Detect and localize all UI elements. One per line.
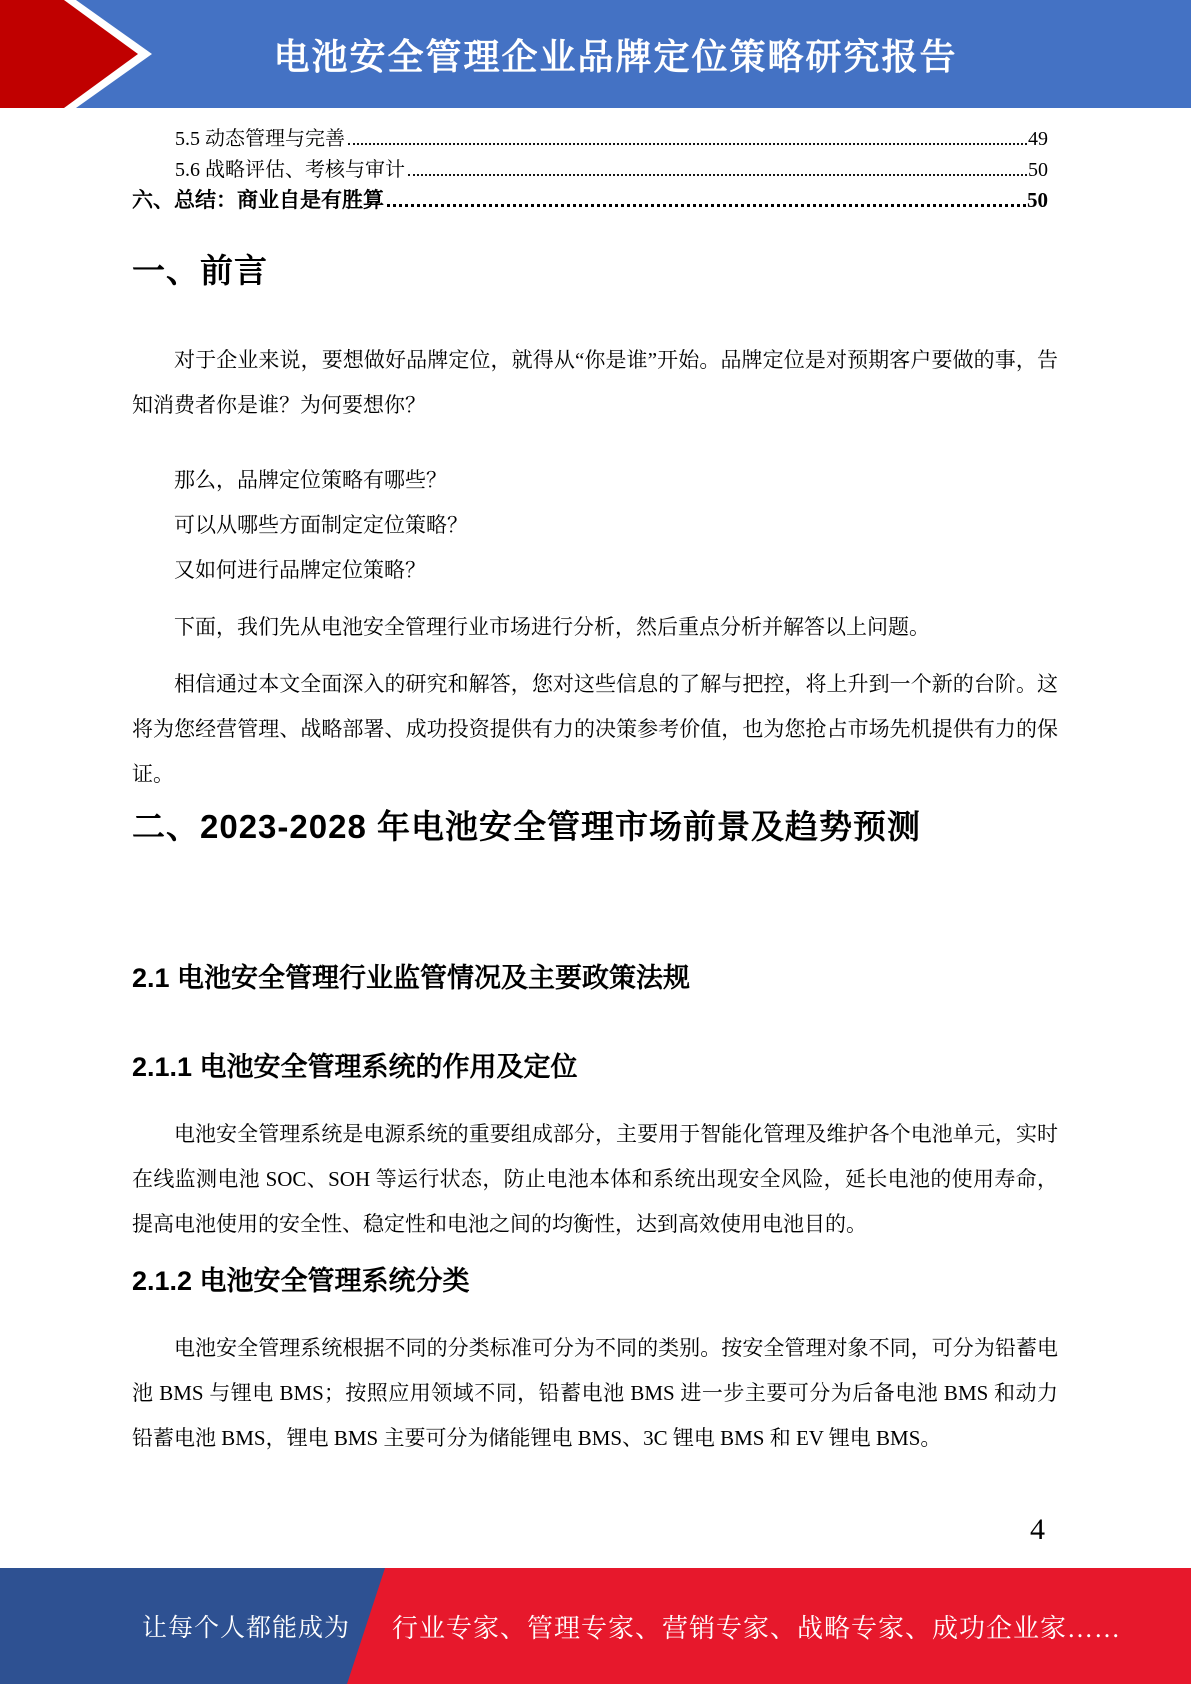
toc-entry-label: 5.5 动态管理与完善 — [175, 128, 345, 150]
toc-entry-chapter-6[interactable] — [132, 184, 1048, 215]
toc-entry-5-5[interactable] — [132, 122, 1048, 153]
toc-entry-page: 49 — [1028, 128, 1048, 150]
heading-2-1-2: 2.1.2 电池安全管理系统分类 — [132, 1266, 470, 1296]
toc-entry-page: 50 — [1028, 159, 1048, 181]
toc-entry-page: 50 — [1027, 188, 1048, 212]
heading-2-1: 2.1 电池安全管理行业监管情况及主要政策法规 — [132, 963, 691, 993]
toc-dot-leader — [348, 143, 1027, 145]
question-list — [132, 458, 1058, 593]
preface-paragraph-3: 相信通过本文全面深入的研究和解答，您对这些信息的了解与把控，将上升到一个新的台阶。这将为您经营管理、战略部署、成功投资提供有力的决策参考价值，也为您抢占市场先机提供有力的保证。 — [132, 672, 1058, 786]
report-title: 电池安全管理企业品牌定位策略研究报告 — [273, 35, 958, 77]
toc-dot-leader — [387, 204, 1026, 207]
toc-dot-leader — [408, 174, 1027, 176]
footer-slogan-left: 让每个人都能成为 — [142, 1615, 351, 1642]
toc-entry-label: 六、总结：商业自是有胜算 — [132, 188, 384, 212]
section-2-1-1-paragraph: 电池安全管理系统是电源系统的重要组成部分，主要用于智能化管理及维护各个电池单元，实时在线监测电池 SOC、SOH 等运行状态，防止电池本体和系统出现安全风险，延长电池的使用寿命，提高电池使用的安全性、稳定性和电池之间的均衡性，达到高效使用电池目的。 — [132, 1122, 1058, 1236]
toc-entry-5-6[interactable] — [132, 153, 1048, 184]
preface-paragraph-2: 下面，我们先从电池安全管理行业市场进行分析，然后重点分析并解答以上问题。 — [174, 615, 930, 639]
red-arrow-icon — [0, 0, 160, 108]
preface-paragraph-1: 对于企业来说，要想做好品牌定位，就得从“你是谁”开始。品牌定位是对预期客户要做的事，告知消费者你是谁？为何要想你？ — [132, 348, 1058, 417]
heading-chapter-2: 二、2023-2028 年电池安全管理市场前景及趋势预测 — [132, 808, 921, 845]
question-line-2: 可以从哪些方面制定定位策略？ — [174, 513, 468, 537]
toc-entry-label: 5.6 战略评估、考核与审计 — [175, 159, 405, 181]
table-of-contents — [132, 122, 1048, 215]
heading-preface: 一、前言 — [132, 252, 268, 289]
heading-2-1-1: 2.1.1 电池安全管理系统的作用及定位 — [132, 1052, 578, 1082]
footer-bar — [0, 1568, 1191, 1684]
footer-slogan-right: 行业专家、管理专家、营销专家、战略专家、成功企业家…… — [392, 1613, 1122, 1643]
header-banner — [0, 0, 1191, 108]
section-2-1-2-paragraph: 电池安全管理系统根据不同的分类标准可分为不同的类别。按安全管理对象不同，可分为铅蓄电池 BMS 与锂电 BMS；按照应用领域不同，铅蓄电池 BMS 进一步主要可分为后备电池 BMS 和动力铅蓄电池 BMS，锂电 BMS 主要可分为储能锂电 BMS、3C 锂电 BMS 和 EV 锂电 BMS。 — [132, 1336, 1058, 1450]
question-line-1: 那么，品牌定位策略有哪些？ — [174, 468, 447, 492]
page-number: 4 — [1030, 1513, 1045, 1546]
question-line-3: 又如何进行品牌定位策略？ — [174, 558, 426, 582]
